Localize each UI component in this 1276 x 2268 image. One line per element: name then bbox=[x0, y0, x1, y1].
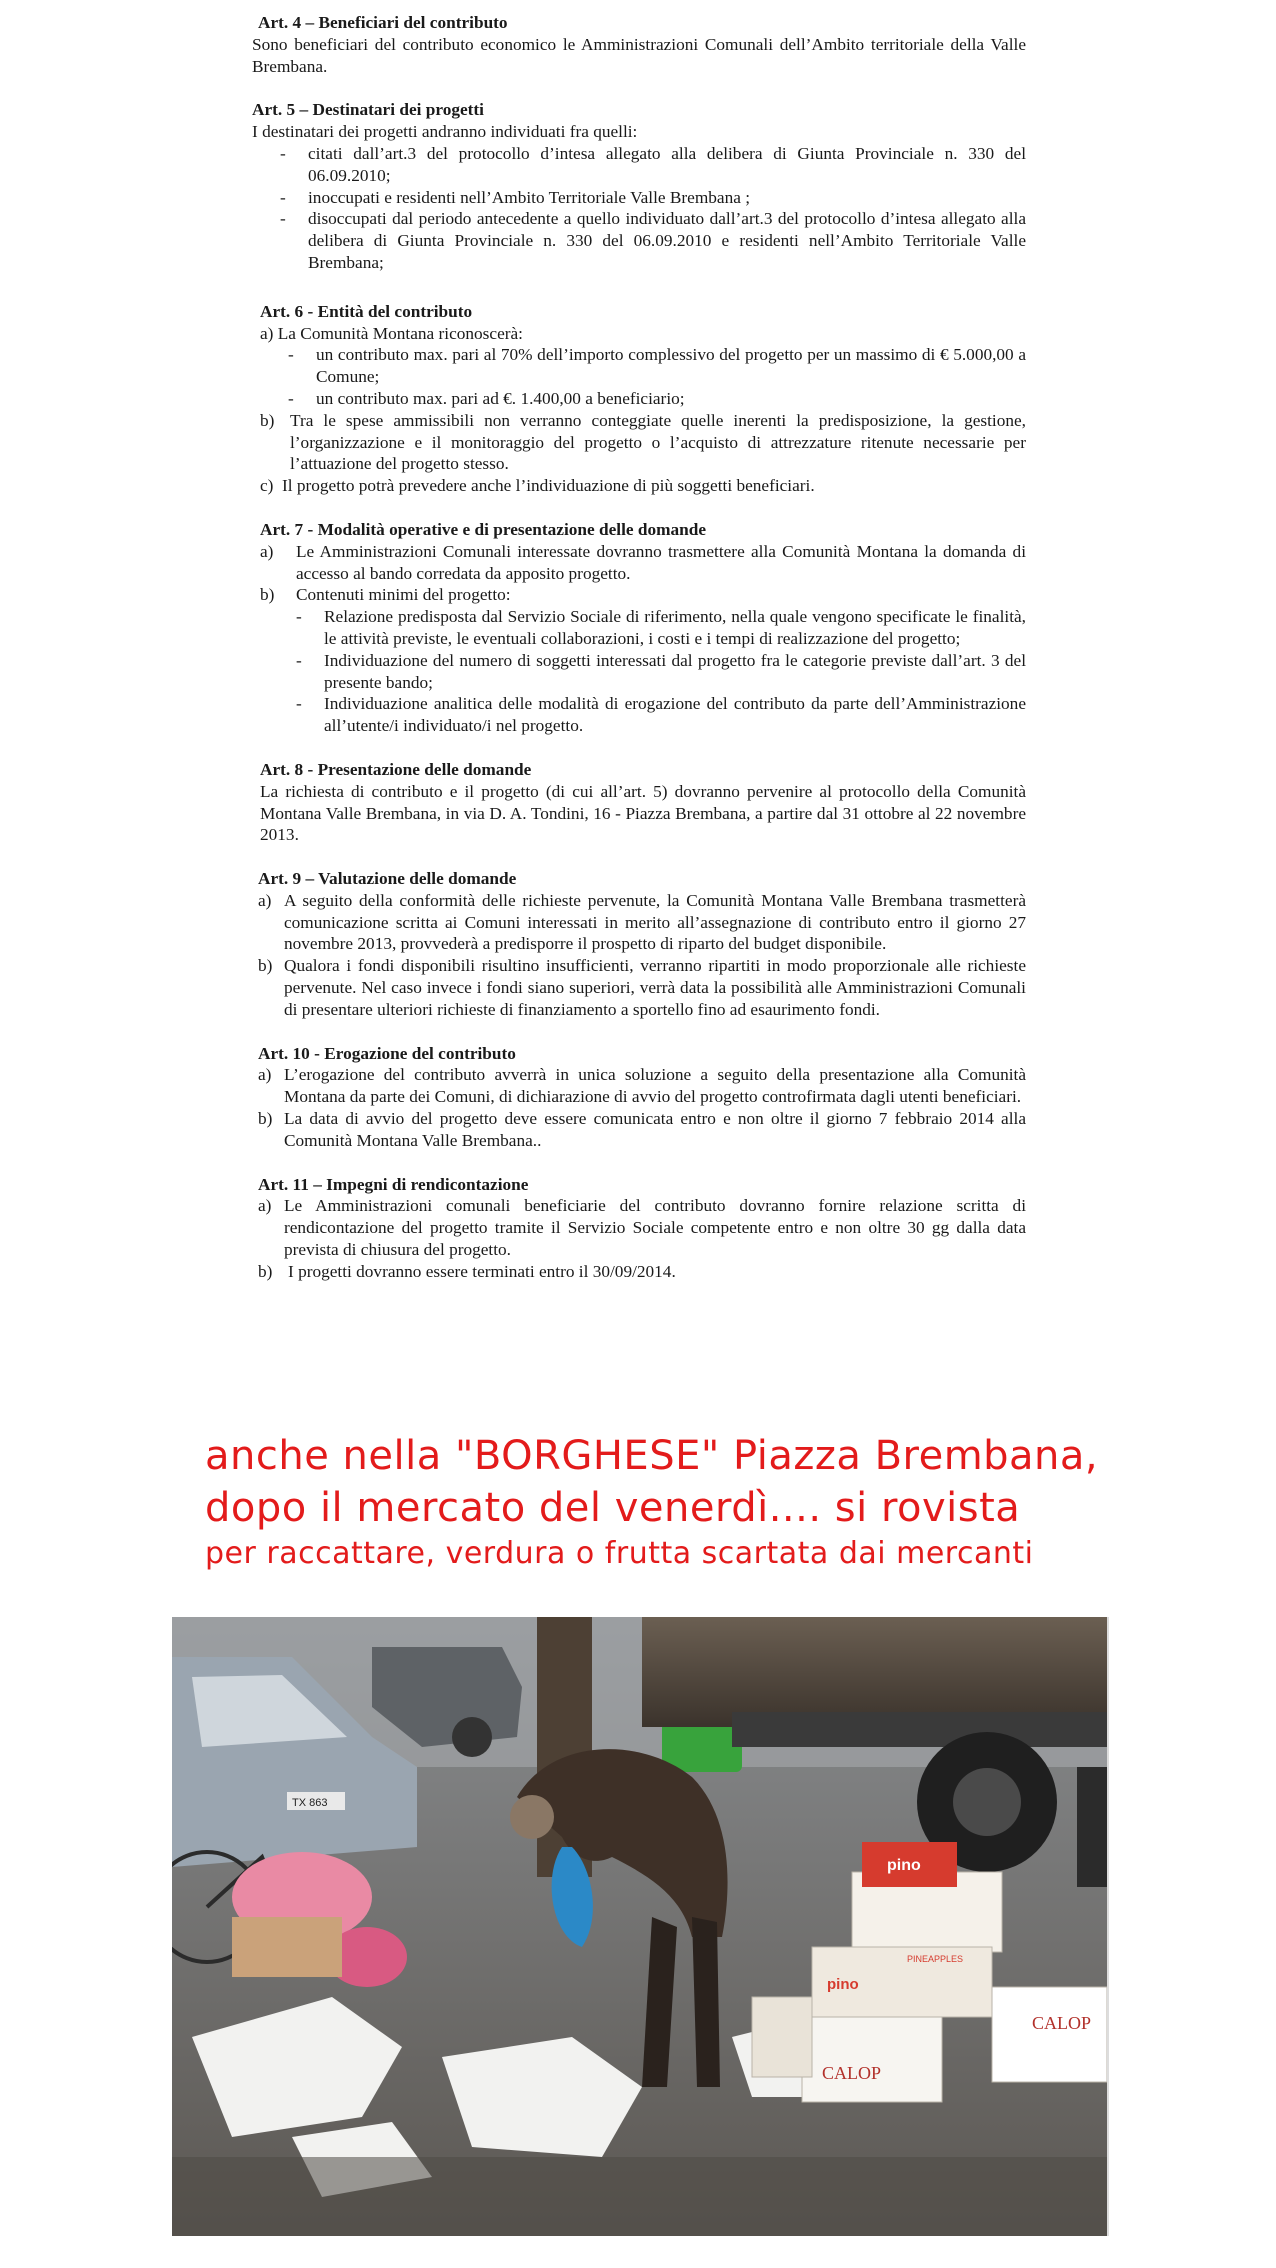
headline-caption bbox=[205, 1430, 1155, 1574]
box-label: CALOP bbox=[1032, 2013, 1092, 2033]
article-10 bbox=[252, 1043, 1026, 1152]
article-6-a-label: a) La Comunità Montana riconoscerà: bbox=[260, 323, 523, 343]
article-10-item-b: b) La data di avvio del progetto deve essere comunicata entro e non oltre il giorno 7 febbraio 2014 alla Comunità Montana Valle Brembana.. bbox=[258, 1109, 1026, 1150]
headline-line-3: per raccattare, verdura o frutta scartata dai mercanti bbox=[205, 1536, 1034, 1571]
list-item: - citati dall’art.3 del protocollo d’intesa allegato alla delibera di Giunta Provinciale n. 330 del 06.09.2010; bbox=[280, 143, 1026, 185]
article-8-title: Art. 8 - Presentazione delle domande bbox=[260, 759, 532, 779]
box-label: pino bbox=[887, 1857, 921, 1874]
article-6-a-list bbox=[260, 344, 1026, 409]
article-10-item-a: a) L’erogazione del contributo avverrà in unica soluzione a seguito della presentazione alla Comunità Montana da parte dei Comuni, di dichiarazione di avvio del progetto controfirmata dagli utenti beneficiari. bbox=[258, 1065, 1026, 1107]
list-item: - disoccupati dal periodo antecedente a quello individuato dall’art.3 del protocollo d’intesa allegato alla delibera di Giunta Provinciale n. 330 del 06.09.2010 e residenti nell’Ambito Territoriale Valle Brembana; bbox=[280, 209, 1026, 272]
list-item: - Individuazione analitica delle modalità di erogazione del contributo da parte dell’Amministrazione all’utente/i individuato/i nel progetto. bbox=[296, 694, 1026, 736]
list-item: - inoccupati e residenti nell’Ambito Territoriale Valle Brembana ; bbox=[280, 187, 751, 207]
article-7 bbox=[252, 519, 1026, 737]
headline-line-2: dopo il mercato del venerdì.... si rovista bbox=[205, 1485, 1021, 1531]
list-item: - Individuazione del numero di soggetti interessati dal progetto fra le categorie previste dall’art. 3 del presente bando; bbox=[296, 650, 1026, 692]
article-7-item-a: a) Le Amministrazioni Comunali interessate dovranno trasmettere alla Comunità Montana la domanda di accesso al bando corredata da apposito progetto. bbox=[260, 541, 1026, 583]
article-6 bbox=[252, 301, 1026, 497]
article-5-intro: I destinatari dei progetti andranno individuati fra quelli: bbox=[252, 122, 638, 142]
article-8-body: La richiesta di contributo e il progetto (di cui all’art. 5) dovranno pervenire al protocollo della Comunità Montana Valle Brembana, in via D. A. Tondini, 16 - Piazza Brembana, a partire dal 31 ottobre al 22 novembre 2013. bbox=[260, 781, 1026, 845]
article-7-b-list bbox=[260, 606, 1026, 737]
box-label: CALOP bbox=[822, 2063, 882, 2083]
headline-line-1: anche nella "BORGHESE" Piazza Brembana, bbox=[205, 1433, 1099, 1479]
plate-text: TX 863 bbox=[292, 1797, 328, 1809]
article-9 bbox=[252, 868, 1026, 1021]
article-9-title: Art. 9 – Valutazione delle domande bbox=[258, 869, 517, 889]
document-body bbox=[252, 12, 1026, 1283]
article-4-body: Sono beneficiari del contributo economico le Amministrazioni Comunali dell’Ambito territoriale della Valle Brembana. bbox=[252, 34, 1026, 76]
box-label: PINEAPPLES bbox=[907, 1954, 964, 1964]
market-scavenging-photo bbox=[172, 1617, 1109, 2236]
list-item: - un contributo max. pari ad €. 1.400,00 a beneficiario; bbox=[288, 388, 685, 408]
article-5 bbox=[252, 99, 1026, 273]
list-item: - un contributo max. pari al 70% dell’importo complessivo del progetto per un massimo di € 5.000,00 a Comune; bbox=[288, 345, 1026, 387]
photo-illustration bbox=[172, 1617, 1107, 2236]
article-11-item-a: a) Le Amministrazioni comunali beneficiarie del contributo dovranno fornire relazione scritta di rendicontazione del progetto tramite il Servizio Sociale competente entro e non oltre 30 gg dalla data prevista di chiusura del progetto. bbox=[258, 1196, 1026, 1260]
article-4 bbox=[252, 12, 1026, 77]
article-9-item-b: b) Qualora i fondi disponibili risultino insufficienti, verranno ripartiti in modo proporzionale alle richieste pervenute. Nel caso invece i fondi siano superiori, verrà data la possibilità alle Amministrazioni Comunali di presentare ulteriori richieste di finanziamento a sportello fino ad esaurimento fondi. bbox=[258, 956, 1026, 1019]
article-4-title: Art. 4 – Beneficiari del contributo bbox=[258, 13, 508, 32]
article-11-item-b: b) I progetti dovranno essere terminati entro il 30/09/2014. bbox=[258, 1261, 676, 1281]
box-label: pino bbox=[827, 1976, 859, 1993]
article-6-item-b: b) Tra le spese ammissibili non verranno conteggiate quelle inerenti la predisposizione, la gestione, l’organizzazione e il monitoraggio del progetto o l’acquisto di attrezzature ritenute necessarie per l’attuazione del progetto stesso. bbox=[260, 410, 1026, 474]
list-item: - Relazione predisposta dal Servizio Sociale di riferimento, nella quale vengono specificate le finalità, le attività previste, le eventuali collaborazioni, i costi e i tempi di realizzazione del progetto; bbox=[296, 607, 1026, 648]
article-7-title: Art. 7 - Modalità operative e di presentazione delle domande bbox=[260, 519, 707, 539]
article-7-item-b: b) Contenuti minimi del progetto: bbox=[260, 585, 511, 605]
article-6-title: Art. 6 - Entità del contributo bbox=[260, 301, 473, 321]
article-8 bbox=[252, 759, 1026, 846]
article-6-item-c: c) Il progetto potrà prevedere anche l’individuazione di più soggetti beneficiari. bbox=[260, 476, 815, 496]
article-5-title: Art. 5 – Destinatari dei progetti bbox=[252, 100, 484, 120]
article-9-item-a: a) A seguito della conformità delle richieste pervenute, la Comunità Montana Valle Brembana trasmetterà comunicazione scritta ai Comuni interessati in merito all’assegnazione di contributo entro il giorno 27 novembre 2013, provvederà a predisporre il prospetto di riparto del budget disponibile. bbox=[258, 890, 1026, 954]
article-11 bbox=[252, 1174, 1026, 1283]
article-10-title: Art. 10 - Erogazione del contributo bbox=[258, 1043, 516, 1063]
article-11-title: Art. 11 – Impegni di rendicontazione bbox=[258, 1174, 529, 1194]
article-5-list bbox=[252, 143, 1026, 274]
